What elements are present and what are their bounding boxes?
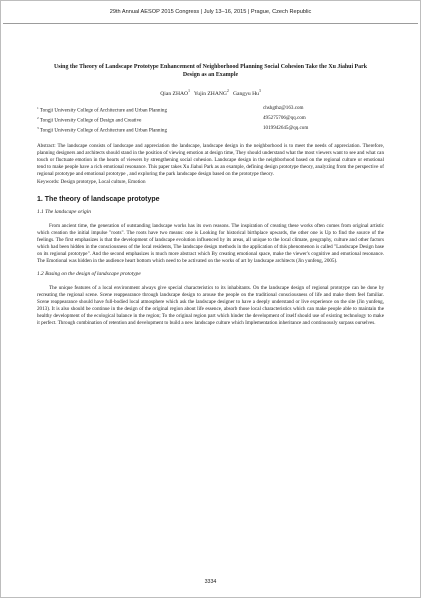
author-list	[37, 89, 384, 97]
affiliation-email: 495275706@qq.com	[263, 114, 306, 121]
affiliation-email: 1019942645@qq.com	[263, 124, 309, 131]
subsection-heading: 1.2 Basing on the design of landscape prototype	[37, 271, 141, 278]
header-rule	[3, 23, 418, 24]
affiliation-text: Tongji University College of Design and Creative	[39, 117, 142, 124]
paper-title: Using the Theory of Landscape Prototype Enhancement of Neighborhood Planning Social Cohesion Take the Xu Jiahui Park Design as an Example	[53, 64, 367, 78]
affiliation-sup: 2	[37, 115, 39, 120]
affiliation-sup: 3	[37, 125, 39, 130]
page-number: 3334	[204, 579, 217, 585]
subsection-heading: 1.1 The landscape origin	[37, 208, 91, 215]
author-name: Qian ZHAO	[160, 90, 189, 97]
affiliation-list	[37, 105, 384, 135]
page-content	[37, 63, 384, 327]
author-sup: 2	[226, 89, 229, 93]
affiliation-text: Tongji University College of Architecture and Urban Planning	[39, 127, 167, 134]
abstract-text: Abstract: The landscape consists of landscape and appreciation the landscape, landscape design in the neighborhood is to meet the needs of appreciation. Therefore, planning designers and architects should stand in the position of viewing emotion at design time, They should understand what the most viewers want to see and what can touch or fluctuate emotion in the hearts of viewers by strengthening social cohesion. Landscape design in the neighborhood based on the regional culture or emotional tend to make people have a rich emotional resonance. This paper takes Xu Jiahui Park as an example, defining design prototype theory, analyzing from the perspective of regional prototype and emotional prototype , and exploring the park landscape design based on the prototype theory.	[37, 142, 384, 178]
keywords: Keywords: Design prototype, Local culture, Emotion	[37, 178, 146, 185]
affiliation-row	[37, 125, 384, 135]
body-paragraph: The unique features of a local environment always give special characteristics to its inhabitants. On the landscape design of regional prototype can be done by recreating the regional scene. Scene reappearance through landscape design to arouse the people on the traditional consciousness of life and make them feel familiar. Scene reappearance should have full-bodied local atmosphere which ask the landscape designer to have a deeply understand or live experience on the site (Jin yunfeng, 2013). It is also should be continue in the design of the original region about life essence, absorb those local characteristics which can make people able to maintain the healthy development of the ecological balance in the region; To the original region part which hinder the development of itself should use of existing technology to make it perfect. Through combination of retention and development to build a new landscape culture which Implementation inheritance and continuously surpass ourselves.	[37, 285, 384, 327]
affiliation-sup: 1	[37, 105, 39, 110]
affiliation-row	[37, 115, 384, 125]
affiliation-row	[37, 105, 384, 115]
running-header	[1, 9, 420, 15]
section-heading: 1. The theory of landscape prototype	[37, 195, 160, 203]
abstract	[37, 143, 384, 186]
affiliation-email: chshgthz@163.com	[263, 104, 304, 111]
header-text: 29th Annual AESOP 2015 Congress | July 13–16, 2015 | Prague, Czech Republic	[109, 9, 312, 15]
author-name: Yujin ZHANG	[193, 90, 227, 97]
affiliation-text: Tongji University College of Architecture and Urban Planning	[39, 107, 167, 114]
author-name: Gangyu Hu	[232, 90, 259, 97]
author-sup: 3	[258, 89, 261, 93]
author-sup: 1	[188, 89, 190, 93]
body-paragraph: From ancient time, the generation of outstanding landscape works has its own reasons. The inspiration of creating these works often comes from original artistic which creation the initial impulse "roots". The roots have two means: one is Looking for historical birthplace upwards, the other one is Up to find the source of the feelings. The first emphasizes is that the development of landscape evolution influenced by its areas, all unique to the local climate, geography, culture and other factors which had been hidden in the consciousness of the local residents, The landscape design methods in the application of this phenomenon is called "Landscape Design base on its regional prototype". And the second emphasizes is much more abstract which By creating emotional space, make the viewer's cognitive and emotional resonance. The Emotional was hidden in the audience heart bottom which need to be activated on the works of art by landscape architects (Jin yunfeng, 2005).	[37, 222, 384, 264]
